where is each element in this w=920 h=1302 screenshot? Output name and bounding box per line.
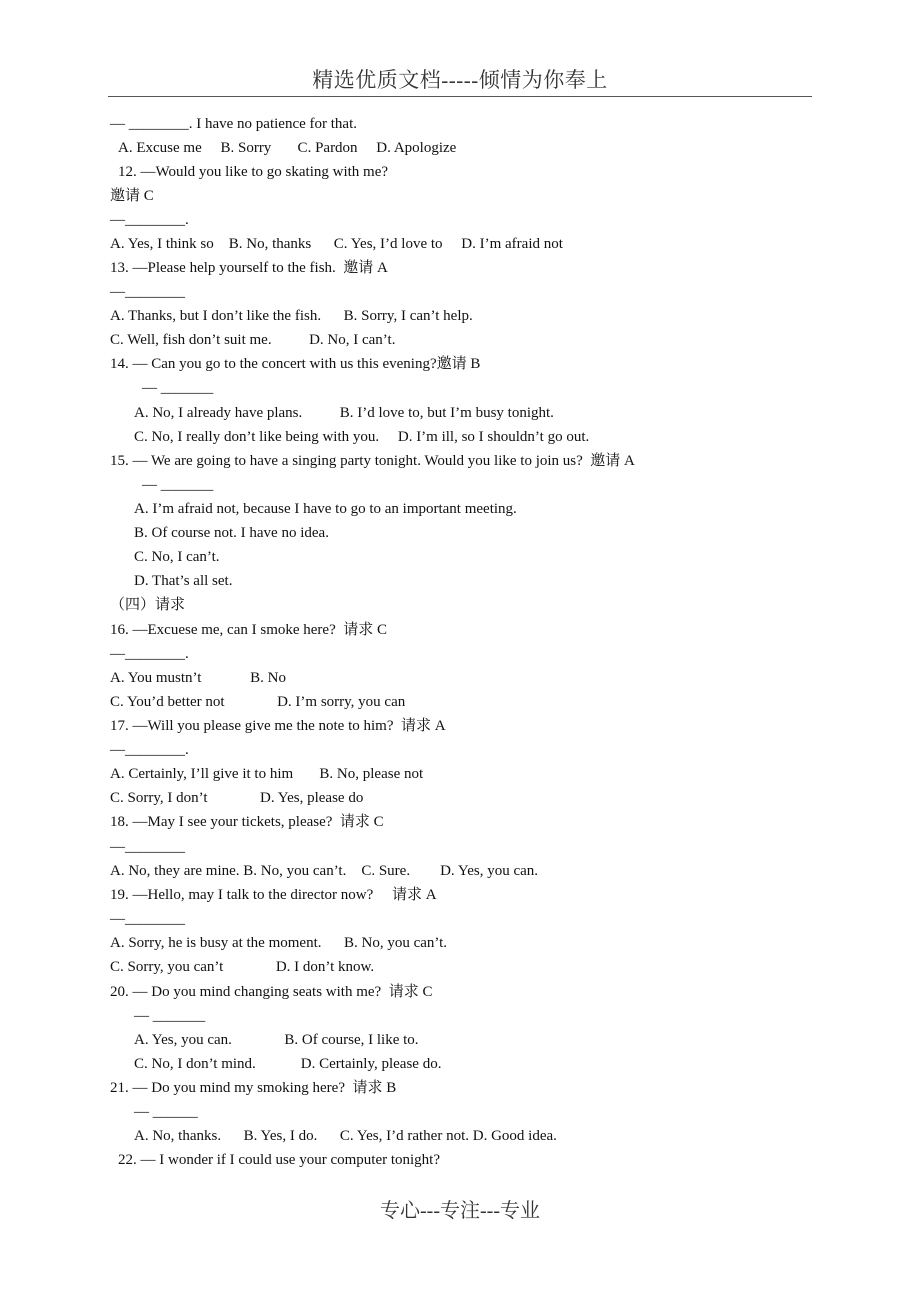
text-line: 22. — I wonder if I could use your computer tonight?	[118, 1152, 441, 1168]
text-line: 16. —Excuese me, can I smoke here? 请求 C	[110, 622, 387, 638]
text-line: A. Sorry, he is busy at the moment. B. No, you can’t.	[110, 935, 448, 951]
text-line: C. Sorry, you can’t D. I don’t know.	[110, 959, 375, 975]
text-line: C. No, I really don’t like being with you. D. I’m ill, so I shouldn’t go out.	[134, 429, 590, 445]
text-line: C. Sorry, I don’t D. Yes, please do	[110, 790, 364, 806]
text-line: A. Excuse me B. Sorry C. Pardon D. Apologize	[118, 140, 457, 156]
text-line: —________.	[110, 646, 189, 662]
text-line: —________	[110, 839, 185, 855]
text-line: A. Certainly, I’ll give it to him B. No, please not	[110, 766, 424, 782]
text-line: —________	[110, 284, 185, 300]
header-divider	[108, 96, 812, 97]
text-line: 19. —Hello, may I talk to the director now? 请求 A	[110, 887, 437, 903]
text-line: 17. —Will you please give me the note to him? 请求 A	[110, 718, 446, 734]
text-line: — _______	[142, 380, 214, 396]
text-line: —________	[110, 911, 185, 927]
text-line: B. Of course not. I have no idea.	[134, 525, 329, 541]
text-line: C. No, I don’t mind. D. Certainly, please do.	[134, 1056, 442, 1072]
text-line: 13. —Please help yourself to the fish. 邀请 A	[110, 260, 388, 276]
text-line: 20. — Do you mind changing seats with me? 请求 C	[110, 984, 433, 1000]
text-line: — ______	[134, 1104, 198, 1120]
text-line: A. Thanks, but I don’t like the fish. B. Sorry, I can’t help.	[110, 308, 473, 324]
section-heading: （四）请求	[110, 597, 186, 613]
text-line: A. You mustn’t B. No	[110, 670, 287, 686]
text-line: A. No, thanks. B. Yes, I do. C. Yes, I’d rather not. D. Good idea.	[134, 1128, 557, 1144]
page-footer: 专心---专注---专业	[380, 1200, 540, 1222]
text-line: A. Yes, you can. B. Of course, I like to.	[134, 1032, 419, 1048]
text-line: —________.	[110, 212, 189, 228]
text-line: — ________. I have no patience for that.	[110, 116, 358, 132]
text-line: 邀请 C	[110, 188, 154, 204]
text-line: —________.	[110, 742, 189, 758]
text-line: 15. — We are going to have a singing party tonight. Would you like to join us? 邀请 A	[110, 453, 635, 469]
text-line: 18. —May I see your tickets, please? 请求 C	[110, 814, 384, 830]
text-line: C. No, I can’t.	[134, 549, 220, 565]
text-line: A. Yes, I think so B. No, thanks C. Yes, I’d love to D. I’m afraid not	[110, 236, 563, 252]
text-line: A. No, they are mine. B. No, you can’t. C. Sure. D. Yes, you can.	[110, 863, 539, 879]
text-line: A. No, I already have plans. B. I’d love to, but I’m busy tonight.	[134, 405, 554, 421]
text-line: — _______	[134, 1008, 206, 1024]
text-line: — _______	[142, 477, 214, 493]
text-line: C. You’d better not D. I’m sorry, you can	[110, 694, 406, 710]
text-line: C. Well, fish don’t suit me. D. No, I can’t.	[110, 332, 396, 348]
page-header: 精选优质文档-----倾情为你奉上	[312, 68, 608, 92]
text-line: D. That’s all set.	[134, 573, 233, 589]
text-line: 14. — Can you go to the concert with us this evening?邀请 B	[110, 356, 481, 372]
text-line: 21. — Do you mind my smoking here? 请求 B	[110, 1080, 397, 1096]
text-line: A. I’m afraid not, because I have to go to an important meeting.	[134, 501, 517, 517]
text-line: 12. —Would you like to go skating with me?	[118, 164, 389, 180]
